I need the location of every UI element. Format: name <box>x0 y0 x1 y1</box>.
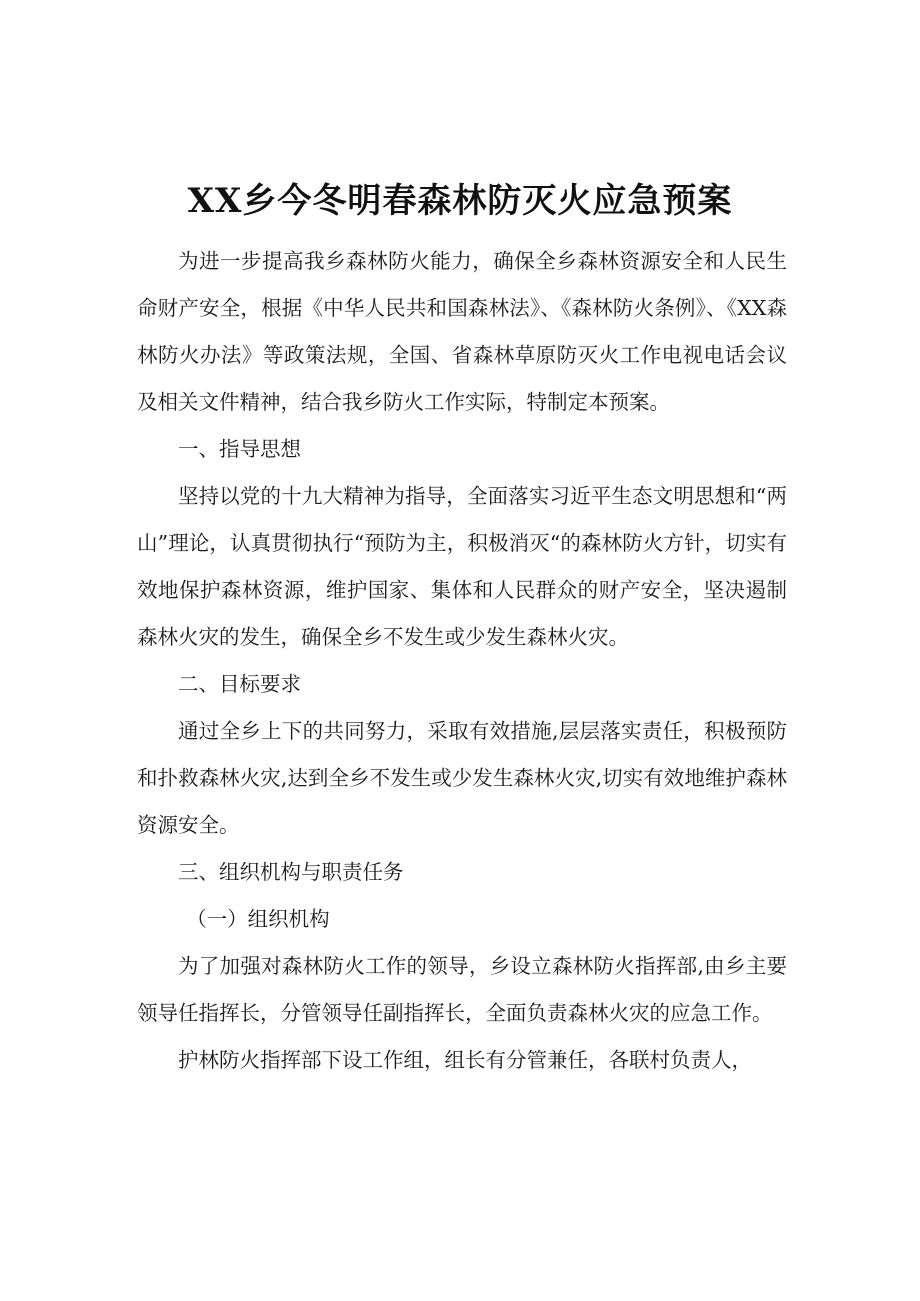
section-heading-goals: 二、目标要求 <box>178 672 301 696</box>
paragraph-guiding-thought: 坚持以党的十九大精神为指导，全面落实习近平生态文明思想和“两山”理论，认真贯彻执行“预防为主，积极消灭“的森林防火方针，切实有效地保护森林资源，维护国家、集体和人民群众的财产安全，坚决遏制森林火灾的发生，确保全乡不发生或少发生森林火灾。 <box>137 484 787 649</box>
paragraph-intro: 为进一步提高我乡森林防火能力，确保全乡森林资源安全和人民生命财产安全，根据《中华人民共和国森林法》、《森林防火条例》、《XX森林防火办法》等政策法规，全国、省森林草原防灭火工作电视电话会议及相关文件精神，结合我乡防火工作实际，特制定本预案。 <box>137 249 787 414</box>
document-title: XX乡今冬明春森林防灭火应急预案 <box>187 181 733 221</box>
paragraph-organization-structure: 为了加强对森林防火工作的领导，乡设立森林防火指挥部,由乡主要领导任指挥长，分管领导任副指挥长，全面负责森林火灾的应急工作。 <box>137 954 787 1025</box>
paragraph-goals: 通过全乡上下的共同努力，采取有效措施,层层落实责任，积极预防和扑救森林火灾,达到全乡不发生或少发生森林火灾,切实有效地维护森林资源安全。 <box>137 719 787 837</box>
document-body <box>137 238 787 1084</box>
paragraph-working-groups: 护林防火指挥部下设工作组，组长有分管兼任，各联村负责人， <box>178 1048 752 1072</box>
section-heading-organization: 三、组织机构与职责任务 <box>178 860 404 884</box>
section-heading-guiding-thought: 一、指导思想 <box>178 437 301 461</box>
subsection-heading-organization-structure: （一）组织机构 <box>186 907 330 931</box>
